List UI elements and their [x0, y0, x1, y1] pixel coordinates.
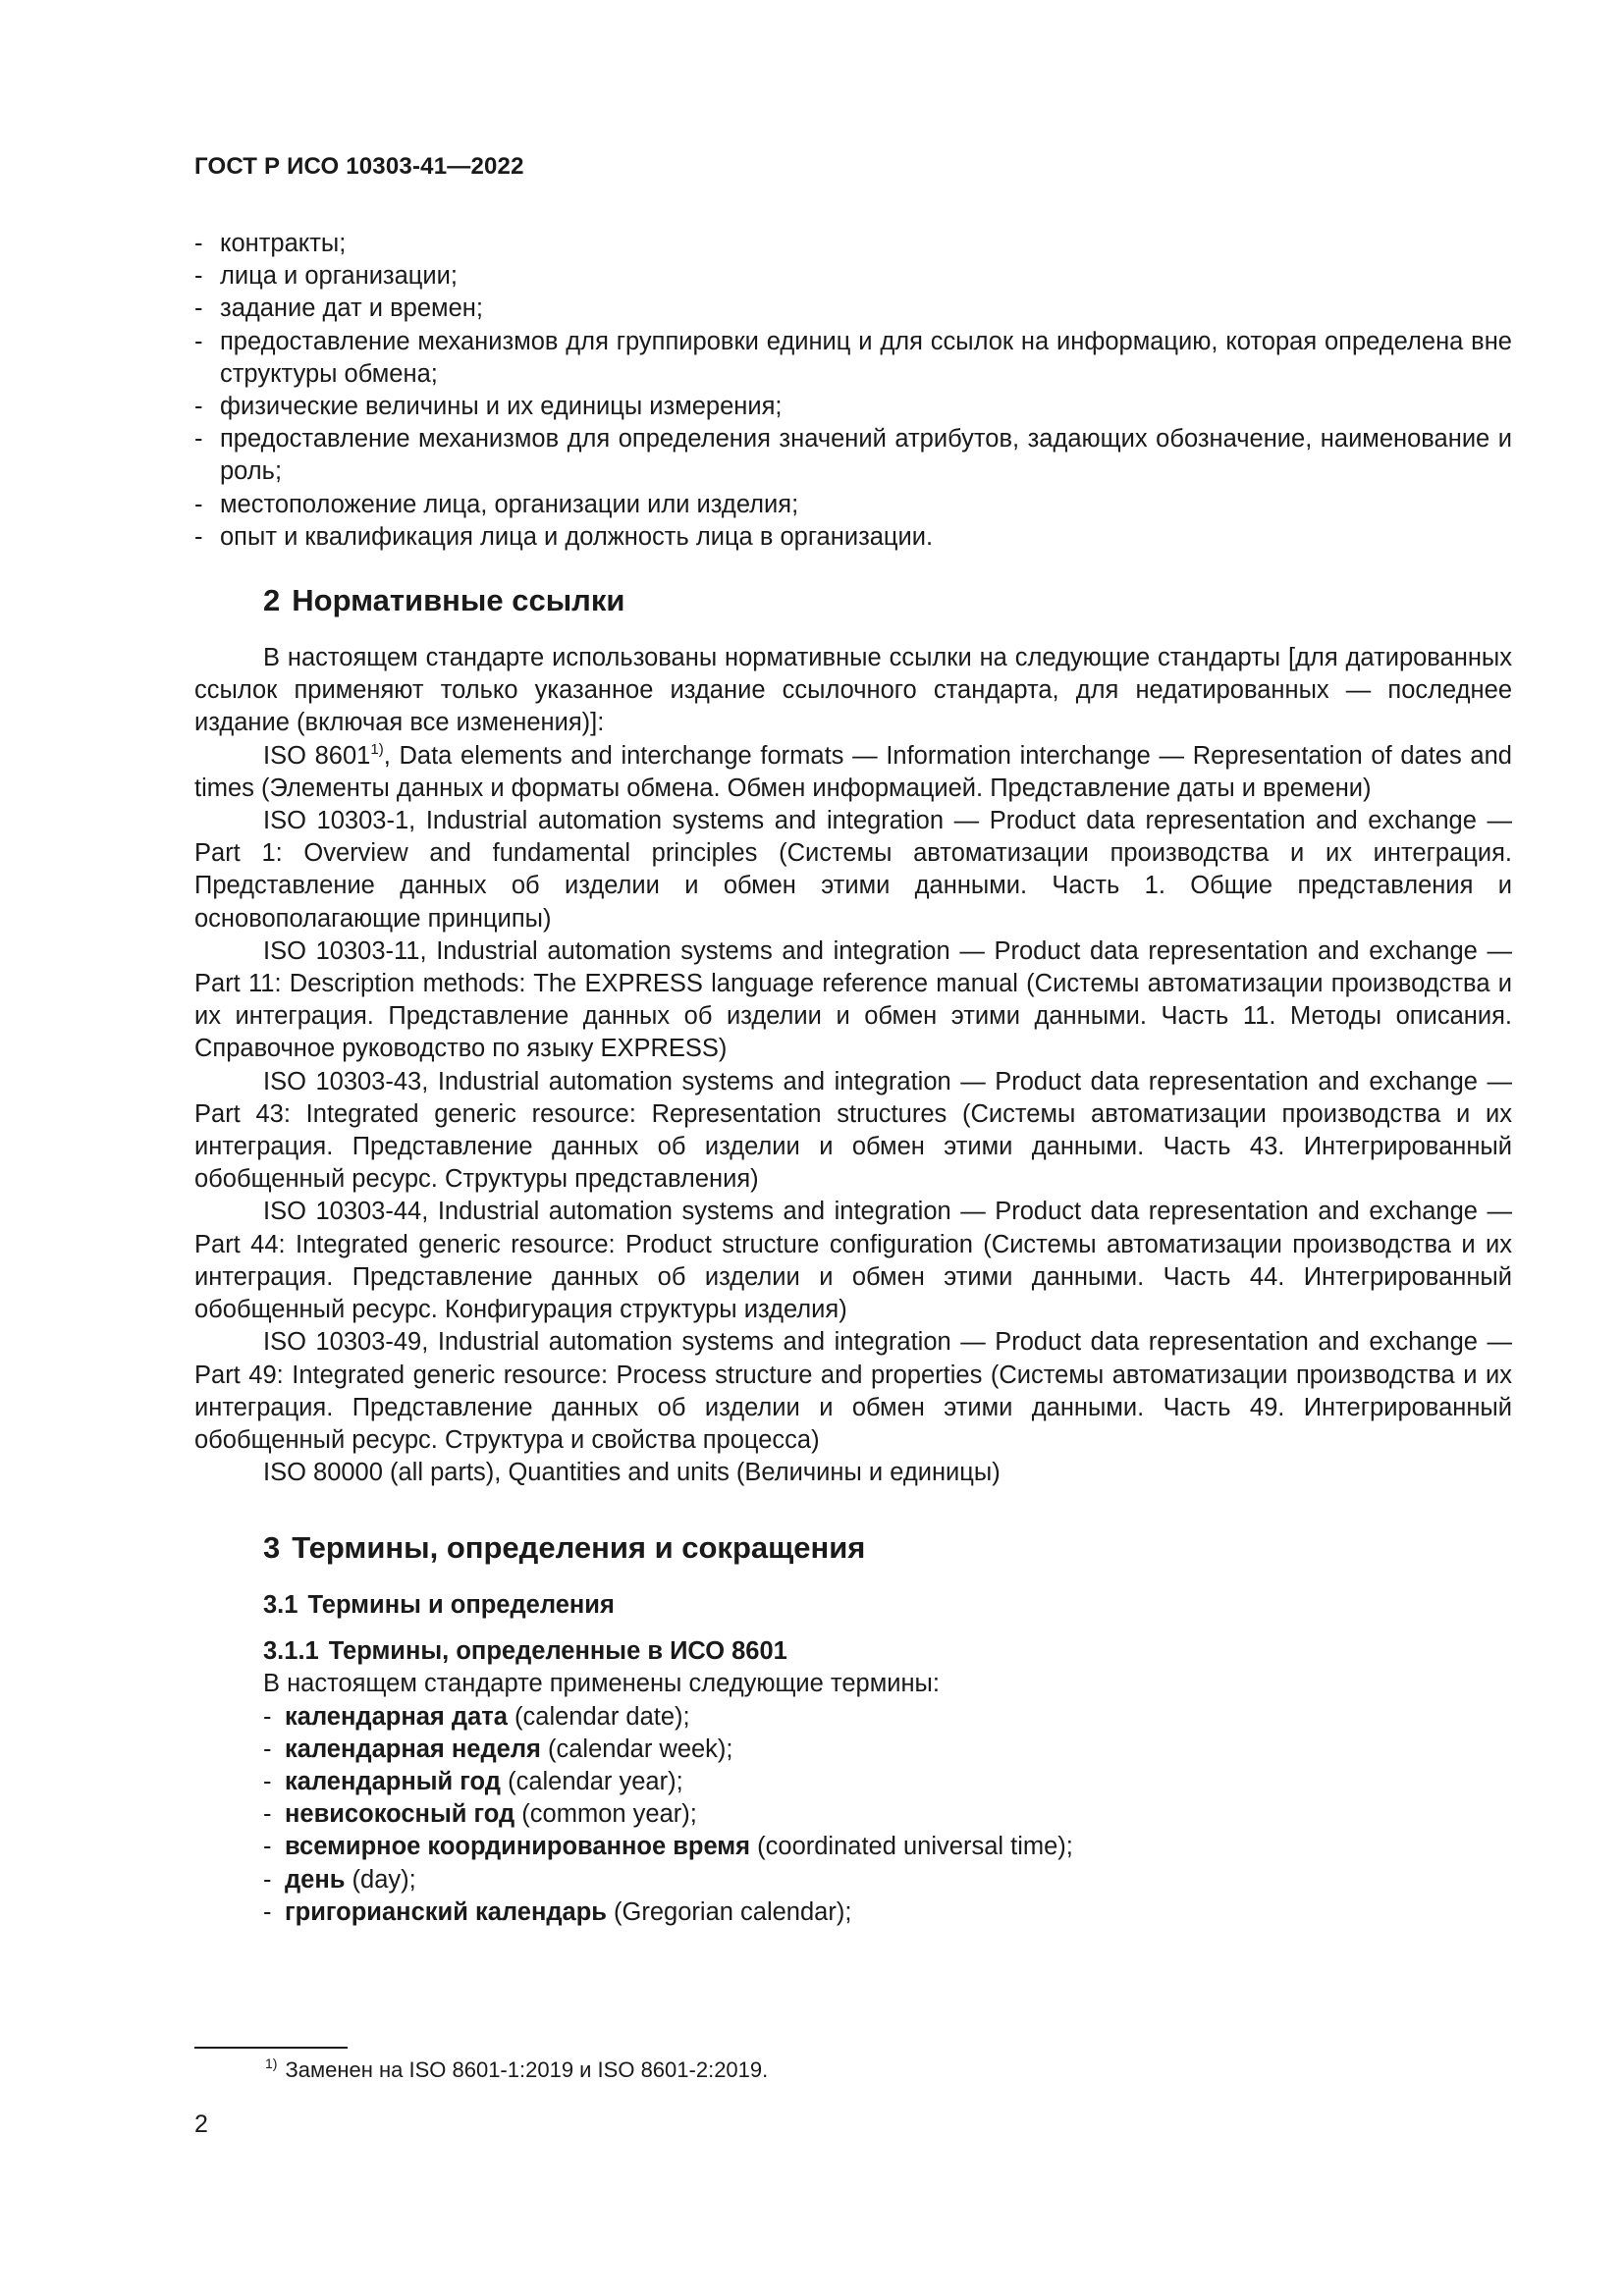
term-item: - невисокосный год (common year);: [263, 1800, 697, 1829]
list-item: - местоположение лица, организации или изделия;: [194, 490, 799, 518]
term-item: - всемирное координированное время (coordinated universal time);: [263, 1833, 1073, 1861]
section-2-intro: В настоящем стандарте использованы нормативные ссылки на следующие стандарты [для датированных ссылок применяют только указанное издание ссылочного стандарта, для недатированных — последнее издание (включая все изменения)]:: [194, 644, 1512, 737]
terms-intro: В настоящем стандарте применены следующие термины:: [263, 1670, 940, 1698]
reference-item: ISO 10303-49, Industrial automation systems and integration — Product data representation and exchange — Part 49: Integrated generic resource: Process structure and properties (Системы автоматизации производства и их интеграция. Представление данных об изделии и обмен этими данными. Часть 49. Интегрированный обобщенный ресурс. Структура и свойства процесса): [194, 1328, 1512, 1454]
page-number: 2: [194, 2110, 208, 2138]
section-3-heading: 3 Термины, определения и сокращения: [263, 1530, 866, 1566]
list-item: - контракты;: [194, 230, 347, 257]
scope-list: [194, 228, 1512, 554]
reference-item: ISO 10303-43, Industrial automation systems and integration — Product data representation and exchange — Part 43: Integrated generic resource: Representation structures (Системы автоматизации производства и их интеграция. Представление данных об изделии и обмен этими данными. Часть 43. Интегрированный обобщенный ресурс. Структуры представления): [194, 1067, 1512, 1194]
reference-item: ISO 8601$^{1)}$, Data elements and interchange formats — Information interchange — Representation of dates and times (Элементы данных и форматы обмена. Обмен информацией. Представление даты и времени): [194, 740, 1512, 802]
reference-item: ISO 10303-1, Industrial automation systems and integration — Product data representation and exchange — Part 1: Overview and fundamental principles (Системы автоматизации производства и их интеграция. Представление данных об изделии и обмен этими данными. Часть 1. Общие представления и основополагающие принципы): [194, 807, 1512, 933]
subsection-3-1-heading: 3.1 Термины и определения: [263, 1591, 615, 1620]
footnote-marker: 1): [370, 740, 384, 758]
list-item: - предоставление механизмов для определения значений атрибутов, задающих обозначение, наименование и роль;: [194, 425, 1512, 486]
term-item: - календарный год (calendar year);: [263, 1767, 683, 1795]
reference-item: ISO 10303-44, Industrial automation systems and integration — Product data representation and exchange — Part 44: Integrated generic resource: Product structure configuration (Системы автоматизации производства и их интеграция. Представление данных об изделии и обмен этими данными. Часть 44. Интегрированный обобщенный ресурс. Конфигурация структуры изделия): [194, 1198, 1512, 1324]
list-item: - задание дат и времен;: [194, 294, 483, 323]
footnote-divider: [194, 2047, 348, 2049]
terms-list: [194, 1701, 1512, 1929]
term-item: - календарная дата (calendar date);: [263, 1702, 690, 1731]
page-content: [194, 228, 1512, 1929]
list-item: - лица и организации;: [194, 262, 458, 291]
reference-item: ISO 10303-11, Industrial automation systems and integration — Product data representation and exchange — Part 11: Description methods: The EXPRESS language reference manual (Системы автоматизации производства и их интеграция. Представление данных об изделии и обмен этими данными. Часть 11. Методы описания. Справочное руководство по языку EXPRESS): [194, 936, 1512, 1063]
section-2-heading: 2 Нормативные ссылки: [263, 583, 625, 618]
term-item: - день (day);: [263, 1865, 416, 1894]
list-item: - физические величины и их единицы измерения;: [194, 393, 783, 421]
list-item: - предоставление механизмов для группировки единиц и для ссылок на информацию, которая определена вне структуры обмена;: [194, 327, 1512, 388]
term-item: - календарная неделя (calendar week);: [263, 1735, 733, 1763]
footnote: $^{1)}$ Заменен на ISO 8601-1:2019 и ISO 8601-2:2019.: [265, 2056, 769, 2082]
page-header: ГОСТ Р ИСО 10303-41—2022: [194, 153, 524, 180]
footnote-marker: 1): [265, 2056, 278, 2071]
term-item: - григорианский календарь (Gregorian calendar);: [263, 1897, 852, 1926]
subsection-3-1-1-heading: 3.1.1 Термины, определенные в ИСО 8601: [263, 1637, 787, 1666]
list-item: - опыт и квалификация лица и должность лица в организации.: [194, 522, 934, 551]
reference-item: ISO 80000 (all parts), Quantities and units (Величины и единицы): [263, 1459, 1001, 1487]
